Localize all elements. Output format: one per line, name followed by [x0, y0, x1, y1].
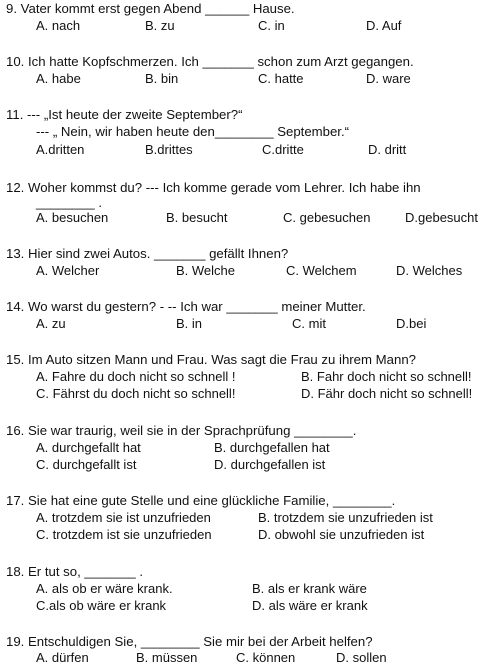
q15-option-c: C. Fährst du doch nicht so schnell!	[36, 386, 236, 401]
q10-stem-line-1: 10. Ich hatte Kopfschmerzen. Ich _______ schon zum Arzt gegangen.	[6, 54, 414, 69]
q18-option-a: A. als ob er wäre krank.	[36, 581, 173, 596]
q12-option-c: C. gebesuchen	[283, 210, 371, 225]
q19-option-c: C. können	[236, 650, 296, 665]
q12-option-b: B. besucht	[166, 210, 228, 225]
q14-option-b: B. in	[176, 316, 203, 331]
q15-stem-line-1: 15. Im Auto sitzen Mann und Frau. Was sagt die Frau zu ihrem Mann?	[6, 352, 416, 367]
q16-option-c: C. durchgefallt ist	[36, 457, 137, 472]
q12-option-a: A. besuchen	[36, 210, 109, 225]
q12-stem-line-1: 12. Woher kommst du? --- Ich komme gerade vom Lehrer. Ich habe ihn	[6, 180, 421, 195]
q10-option-d: D. ware	[366, 71, 411, 86]
q10-option-a: A. habe	[36, 71, 81, 86]
q19-stem-line-1: 19. Entschuldigen Sie, ________ Sie mir bei der Arbeit helfen?	[6, 634, 373, 649]
q12-stem-line-2: ________ .	[36, 195, 103, 210]
q17-stem-line-1: 17. Sie hat eine gute Stelle und eine glückliche Familie, ________.	[6, 493, 396, 508]
q9-stem-line-1: 9. Vater kommt erst gegen Abend ______ Hause.	[6, 1, 295, 16]
q11-option-b: B.drittes	[145, 142, 193, 157]
q18-option-c: C.als ob wäre er krank	[36, 598, 167, 613]
q17-option-d: D. obwohl sie unzufrieden ist	[258, 527, 425, 542]
q15-option-b: B. Fahr doch nicht so schnell!	[301, 369, 472, 384]
q18-option-b: B. als er krank wäre	[252, 581, 367, 596]
q13-option-d: D. Welches	[396, 263, 463, 278]
q15-option-d: D. Fähr doch nicht so schnell!	[301, 386, 473, 401]
q9-option-a: A. nach	[36, 18, 81, 33]
q17-option-a: A. trotzdem sie ist unzufrieden	[36, 510, 211, 525]
q15-option-a: A. Fahre du doch nicht so schnell !	[36, 369, 236, 384]
q11-option-c: C.dritte	[262, 142, 304, 157]
q17-option-c: C. trotzdem ist sie unzufrieden	[36, 527, 212, 542]
q17-option-b: B. trotzdem sie unzufrieden ist	[258, 510, 433, 525]
q12-option-d: D.gebesucht	[405, 210, 478, 225]
q13-option-c: C. Welchem	[286, 263, 357, 278]
q14-option-d: D.bei	[396, 316, 427, 331]
q11-stem-line-2: --- „ Nein, wir haben heute den________ September.“	[36, 124, 350, 139]
q19-option-b: B. müssen	[136, 650, 198, 665]
q10-option-c: C. hatte	[258, 71, 304, 86]
q19-option-d: D. sollen	[336, 650, 387, 665]
q13-option-b: B. Welche	[176, 263, 236, 278]
q10-option-b: B. bin	[145, 71, 179, 86]
q16-option-d: D. durchgefallen ist	[214, 457, 326, 472]
q14-option-a: A. zu	[36, 316, 66, 331]
q13-option-a: A. Welcher	[36, 263, 100, 278]
q11-stem-line-1: 11. --- „Ist heute der zweite September?“	[6, 107, 243, 122]
q14-stem-line-1: 14. Wo warst du gestern? - -- Ich war _______ meiner Mutter.	[6, 299, 366, 314]
q18-option-d: D. als wäre er krank	[252, 598, 368, 613]
q16-option-b: B. durchgefallen hat	[214, 440, 330, 455]
q18-stem-line-1: 18. Er tut so, _______ .	[6, 564, 144, 579]
q9-option-d: D. Auf	[366, 18, 402, 33]
q9-option-c: C. in	[258, 18, 285, 33]
q11-option-d: D. dritt	[368, 142, 407, 157]
q9-option-b: B. zu	[145, 18, 175, 33]
q13-stem-line-1: 13. Hier sind zwei Autos. _______ gefällt Ihnen?	[6, 246, 289, 261]
q19-option-a: A. dürfen	[36, 650, 89, 665]
q16-option-a: A. durchgefallt hat	[36, 440, 141, 455]
q16-stem-line-1: 16. Sie war traurig, weil sie in der Sprachprüfung ________.	[6, 423, 357, 438]
q11-option-a: A.dritten	[36, 142, 85, 157]
q14-option-c: C. mit	[292, 316, 326, 331]
